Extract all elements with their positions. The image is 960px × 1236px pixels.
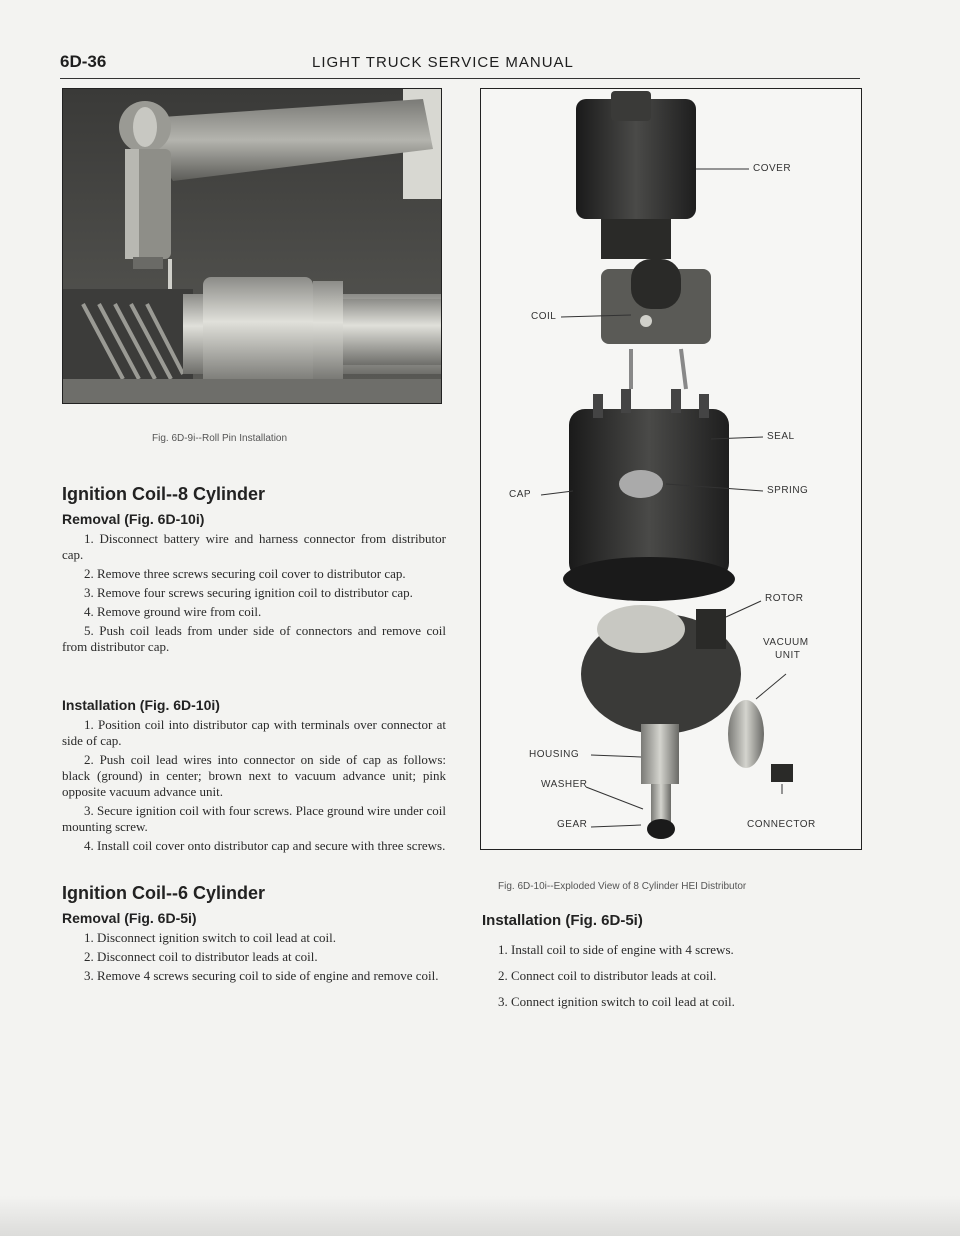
label-housing: HOUSING: [529, 749, 580, 760]
step: 2. Push coil lead wires into connector on side of cap as follows: black (ground) in center; brown next to vacuum advance unit; pink opposite vacuum advance unit.: [62, 752, 446, 799]
step: 4. Remove ground wire from coil.: [84, 604, 262, 619]
step: 1. Disconnect ignition switch to coil lead at coil.: [84, 930, 337, 945]
step: 1. Install coil to side of engine with 4 screws.: [498, 942, 734, 957]
label-vacuum-unit-line-2: UNIT: [775, 650, 801, 661]
label-seal: SEAL: [767, 431, 795, 442]
label-cap: CAP: [509, 489, 532, 500]
step: 5. Push coil leads from under side of connectors and remove coil from distributor cap.: [62, 623, 446, 654]
label-cover: COVER: [753, 163, 792, 174]
step: 3. Secure ignition coil with four screws. Place ground wire under coil mounting screw.: [62, 803, 446, 834]
section-title-8-cylinder: Ignition Coil--8 Cylinder: [62, 484, 265, 504]
step: 3. Connect ignition switch to coil lead at coil.: [498, 994, 735, 1009]
installation-heading-6-cylinder: Installation (Fig. 6D-5i): [482, 912, 643, 929]
label-rotor: ROTOR: [765, 593, 804, 604]
label-coil: COIL: [531, 311, 557, 322]
page-header: [60, 52, 860, 79]
installation-heading-8-cylinder: Installation (Fig. 6D-10i): [62, 697, 220, 713]
step: 1. Disconnect battery wire and harness connector from distributor cap.: [62, 531, 446, 562]
page-number: 6D-36: [60, 52, 107, 71]
figure-right-caption: Fig. 6D-10i--Exploded View of 8 Cylinder HEI Distributor: [498, 881, 747, 892]
roll-pin-photo: [62, 88, 442, 404]
step: 2. Connect coil to distributor leads at coil.: [498, 968, 717, 983]
roll-pin-illustration: [63, 89, 441, 403]
step: 3. Remove 4 screws securing coil to side of engine and remove coil.: [84, 968, 439, 983]
step: 4. Install coil cover onto distributor cap and secure with three screws.: [84, 838, 446, 853]
label-connector: CONNECTOR: [747, 819, 816, 830]
distributor-illustration: [481, 89, 861, 849]
step: 2. Remove three screws securing coil cover to distributor cap.: [84, 566, 406, 581]
label-vacuum-unit-line-1: VACUUM: [763, 637, 809, 648]
label-washer: WASHER: [541, 779, 588, 790]
installation-steps-6-cylinder: [498, 942, 735, 1020]
running-head: LIGHT TRUCK SERVICE MANUAL: [312, 54, 574, 71]
section-title-6-cylinder: Ignition Coil--6 Cylinder: [62, 883, 265, 903]
step: 3. Remove four screws securing ignition coil to distributor cap.: [84, 585, 413, 600]
removal-heading-6-cylinder: Removal (Fig. 6D-5i): [62, 910, 197, 926]
step: 2. Disconnect coil to distributor leads at coil.: [84, 949, 318, 964]
removal-steps-8-cylinder: [62, 531, 446, 658]
removal-heading-8-cylinder: Removal (Fig. 6D-10i): [62, 511, 205, 527]
page-bottom-edge: [0, 1196, 960, 1236]
removal-steps-6-cylinder: [62, 930, 446, 987]
label-gear: GEAR: [557, 819, 588, 830]
installation-steps-8-cylinder: [62, 717, 446, 857]
hei-distributor-exploded-view: [480, 88, 862, 850]
step: 1. Position coil into distributor cap with terminals over connector at side of cap.: [62, 717, 446, 748]
figure-left-caption: Fig. 6D-9i--Roll Pin Installation: [152, 433, 288, 444]
label-spring: SPRING: [767, 485, 809, 496]
